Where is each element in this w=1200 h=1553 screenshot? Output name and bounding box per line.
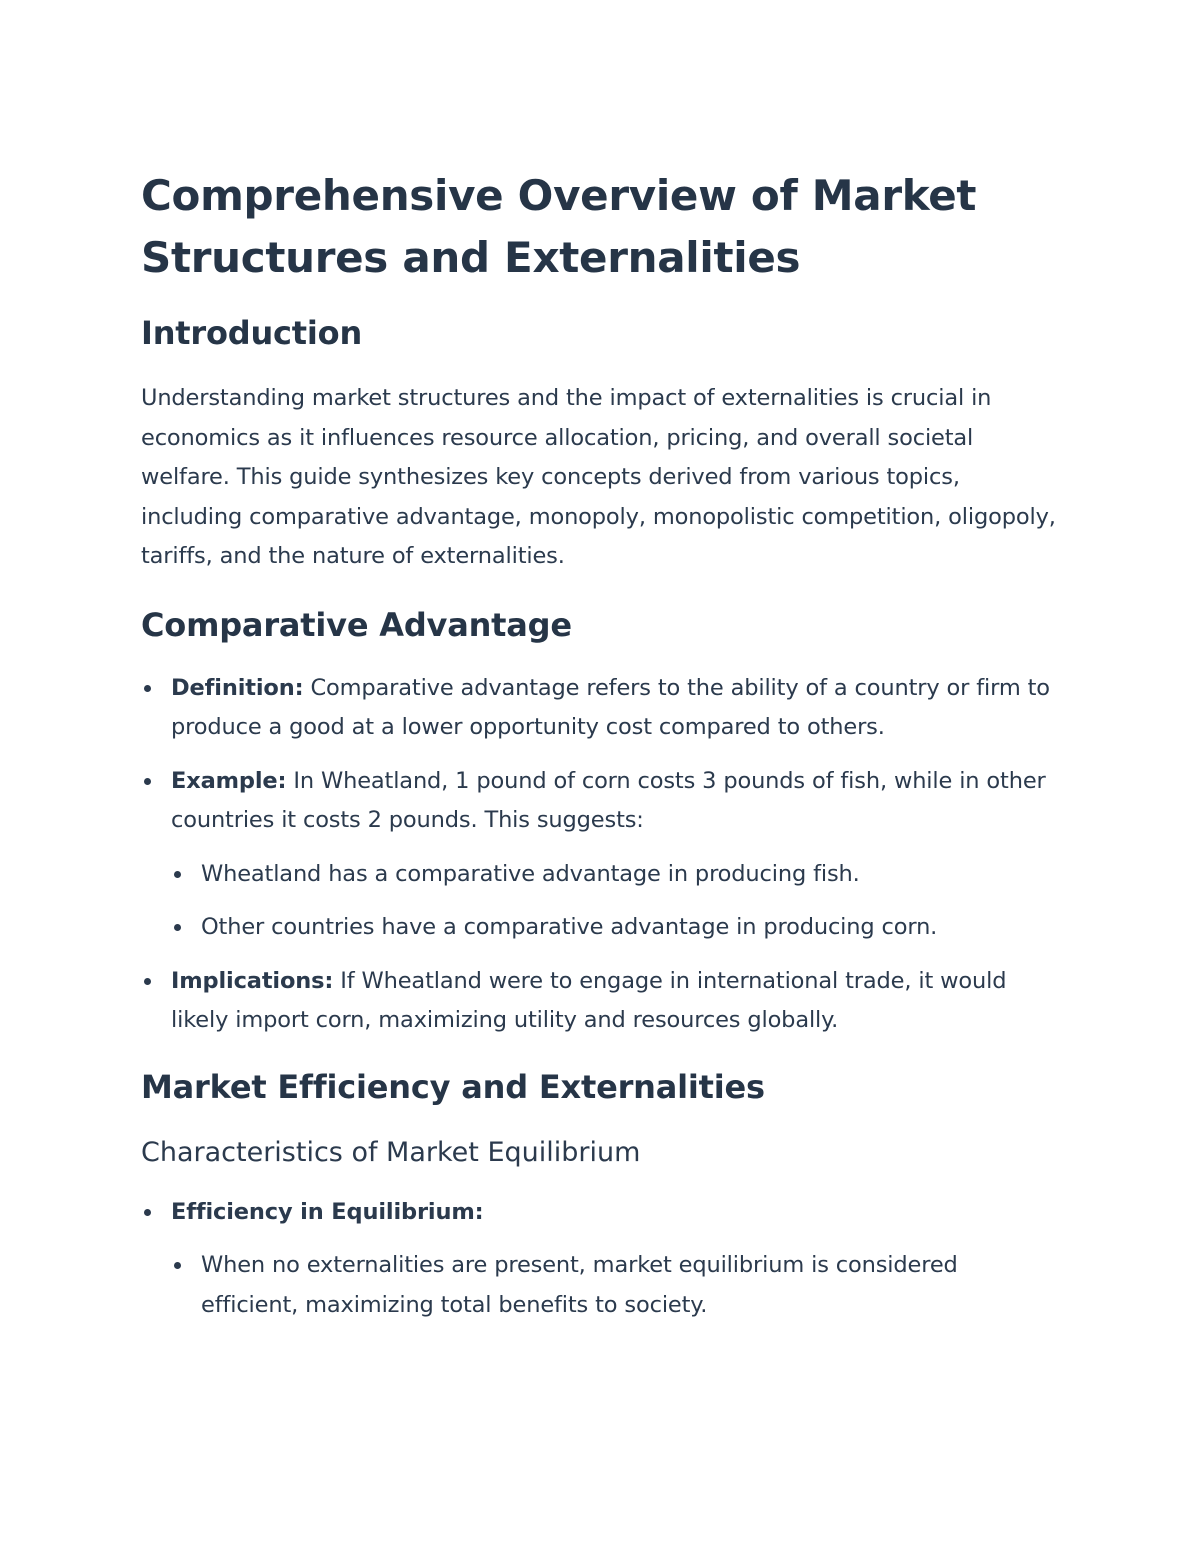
implications-term: Implications: [171, 967, 334, 994]
introduction-paragraph: Understanding market structures and the impact of externalities is crucial in economics as it influences resource allocation, pricing, and overall societal welfare. This guide synthesizes key concepts derived from various topics, including comparative advantage, monopoly, monopolistic competition, oligopoly, tariffs, and the nature of externalities. [141, 385, 1056, 569]
example-term: Example: [171, 767, 287, 794]
comparative-advantage-list [141, 669, 1061, 1041]
market-equilibrium-subheading: Characteristics of Market Equilibrium [141, 1136, 641, 1168]
comparative-advantage-heading: Comparative Advantage [141, 605, 572, 644]
list-item-efficiency [141, 1193, 1061, 1326]
example-sublist [171, 855, 1061, 948]
introduction-heading: Introduction [141, 314, 363, 352]
definition-text: Comparative advantage refers to the ability of a country or firm to produce a good at a lower opportunity cost compared to others. [171, 674, 1050, 740]
sublist-item: Wheatland has a comparative advantage in producing fish. [171, 855, 1061, 895]
market-efficiency-heading: Market Efficiency and Externalities [141, 1067, 765, 1106]
sublist-item: When no externalities are present, market equilibrium is considered efficient, maximizing total benefits to society. [171, 1246, 1061, 1325]
efficiency-term: Efficiency in Equilibrium: [171, 1198, 484, 1225]
efficiency-sublist [171, 1246, 1061, 1325]
implications-text: If Wheatland were to engage in international trade, it would likely import corn, maximizing utility and resources globally. [171, 967, 1007, 1033]
market-efficiency-list [141, 1193, 1061, 1326]
definition-term: Definition: [171, 674, 304, 701]
document-title: Comprehensive Overview of Market Structures and Externalities [141, 171, 977, 282]
document-page [141, 165, 1061, 1339]
list-item-definition [141, 669, 1061, 748]
sublist-item: Other countries have a comparative advantage in producing corn. [171, 908, 1061, 948]
example-text: In Wheatland, 1 pound of corn costs 3 pounds of fish, while in other countries it costs 2 pounds. This suggests: [171, 767, 1046, 833]
list-item-example [141, 762, 1061, 948]
list-item-implications [141, 962, 1061, 1041]
